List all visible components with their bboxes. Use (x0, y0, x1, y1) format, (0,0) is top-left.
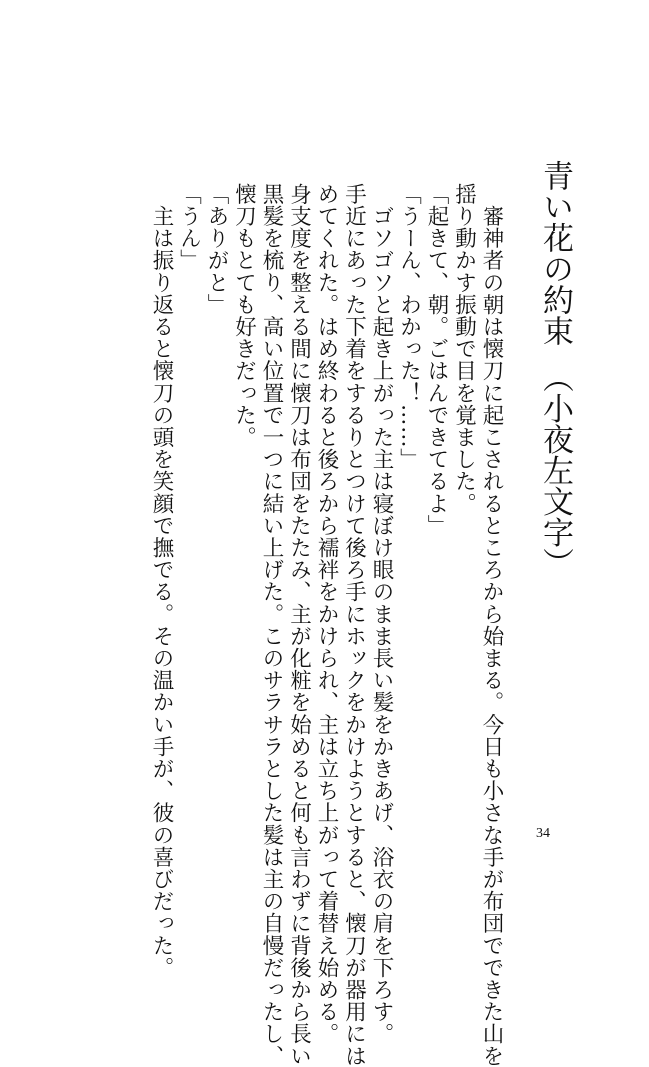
paragraph-line: 審神者の朝は懐刀に起こされるところから始まる。今日も小さな手が布団でできた山を (479, 183, 504, 1067)
paragraph-line: ゴソゴソと起き上がった主は寝ぼけ眼のまま長い髪をかきあげ、浴衣の肩を下ろす。 (369, 183, 394, 1045)
paragraph-line: 主は振り返ると懐刀の頭を笑顔で撫でる。その温かい手が、彼の喜びだった。 (149, 183, 174, 979)
paragraph-line: 身支度を整える間に懐刀は布団をたたみ、主が化粧を始めると何も言わずに背後から長い (286, 183, 312, 1067)
paragraph-line: 「起きて、朝。ごはんできてるよ」 (424, 183, 449, 537)
paragraph-line: 手近にあった下着をするりとつけて後ろ手にホックをかけようとすると、懐刀が器用には (341, 183, 367, 1067)
paragraph-line: 「ありがと」 (204, 183, 229, 316)
paragraph-line: 揺り動かす振動で目を覚ました。 (451, 183, 477, 515)
paragraph-line: 懐刀もとても好きだった。 (231, 183, 257, 449)
chapter-title: 青い花の約束 （小夜左文字） (537, 160, 573, 579)
paragraph-line: 「うーん、わかった！……」 (396, 183, 422, 471)
body-text (100, 183, 505, 1067)
paragraph-line: めてくれた。はめ終わると後ろから襦袢をかけられ、主は立ち上がって着替え始める。 (314, 183, 339, 1045)
paragraph-line: 「うん」 (176, 183, 202, 272)
paragraph-line: 黒髪を梳り、高い位置で一つに結い上げた。このサラサラとした髪は主の自慢だったし、 (259, 183, 284, 1067)
page-number: 34 (536, 826, 550, 841)
